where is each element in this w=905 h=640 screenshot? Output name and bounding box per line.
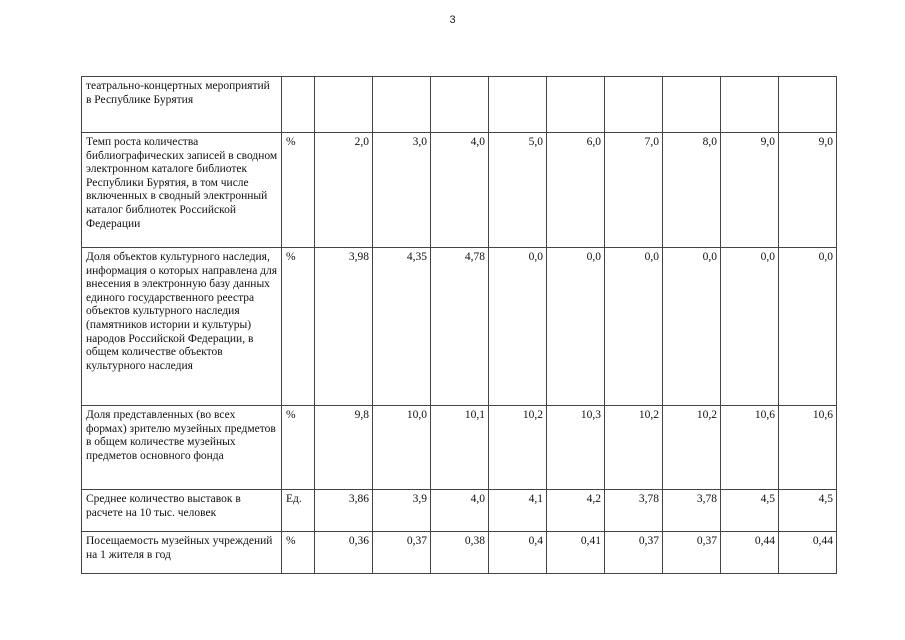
indicator-value: 4,78 [431, 248, 489, 406]
indicator-value: 0,0 [663, 248, 721, 406]
indicator-value [605, 77, 663, 133]
indicator-name: Темп роста количества библиографических записей в сводном электронном каталоге библиотек Республики Бурятия, в том числе включенных в сводный электронный каталог библиотек Российской Федерации [82, 133, 282, 248]
indicator-value: 0,4 [489, 532, 547, 574]
indicator-value: 4,35 [373, 248, 431, 406]
indicator-unit: % [282, 406, 315, 490]
indicator-value: 0,41 [547, 532, 605, 574]
indicator-value: 0,44 [721, 532, 779, 574]
indicator-value: 10,1 [431, 406, 489, 490]
table-row [82, 77, 837, 133]
indicator-value: 6,0 [547, 133, 605, 248]
indicator-value [373, 77, 431, 133]
indicator-value [315, 77, 373, 133]
indicator-value: 10,3 [547, 406, 605, 490]
indicator-value: 10,2 [663, 406, 721, 490]
indicator-value: 9,8 [315, 406, 373, 490]
table-row [82, 532, 837, 574]
indicator-value: 10,6 [721, 406, 779, 490]
indicator-name: Доля объектов культурного наследия, информация о которых направлена для внесения в электронную базу данных единого государственного реестра объектов культурного наследия (памятников истории и культуры) народов Российской Федерации, в общем количестве объектов культурного наследия [82, 248, 282, 406]
table-row [82, 490, 837, 532]
indicator-value: 0,38 [431, 532, 489, 574]
indicator-value: 2,0 [315, 133, 373, 248]
indicator-value: 10,6 [779, 406, 837, 490]
indicator-value: 9,0 [779, 133, 837, 248]
indicator-value: 3,86 [315, 490, 373, 532]
indicator-value: 7,0 [605, 133, 663, 248]
indicator-value: 0,0 [721, 248, 779, 406]
indicator-name: Среднее количество выставок в расчете на 10 тыс. человек [82, 490, 282, 532]
indicator-name: Доля представленных (во всех формах) зрителю музейных предметов в общем количестве музейных предметов основного фонда [82, 406, 282, 490]
indicator-value [431, 77, 489, 133]
indicator-unit: % [282, 133, 315, 248]
indicator-value [489, 77, 547, 133]
indicator-value: 0,0 [547, 248, 605, 406]
table-row [82, 248, 837, 406]
indicator-unit: % [282, 248, 315, 406]
indicator-value: 0,0 [489, 248, 547, 406]
indicator-value: 4,5 [721, 490, 779, 532]
indicator-value: 0,36 [315, 532, 373, 574]
indicator-value: 4,5 [779, 490, 837, 532]
indicators-table [81, 76, 837, 574]
indicator-value: 0,44 [779, 532, 837, 574]
indicator-value: 4,0 [431, 490, 489, 532]
indicator-value: 4,2 [547, 490, 605, 532]
indicator-value: 3,98 [315, 248, 373, 406]
table-row [82, 406, 837, 490]
table-row [82, 133, 837, 248]
indicator-value: 0,0 [779, 248, 837, 406]
indicator-name: Посещаемость музейных учреждений на 1 жителя в год [82, 532, 282, 574]
indicator-value: 3,0 [373, 133, 431, 248]
indicator-value: 0,37 [373, 532, 431, 574]
indicator-value: 8,0 [663, 133, 721, 248]
indicator-value: 3,9 [373, 490, 431, 532]
indicator-value: 4,0 [431, 133, 489, 248]
indicator-value: 0,0 [605, 248, 663, 406]
indicator-unit: Ед. [282, 490, 315, 532]
indicator-value [663, 77, 721, 133]
indicator-unit [282, 77, 315, 133]
indicator-value: 10,2 [605, 406, 663, 490]
indicator-value: 10,2 [489, 406, 547, 490]
page-number: 3 [449, 14, 456, 26]
indicator-value: 9,0 [721, 133, 779, 248]
indicator-value [721, 77, 779, 133]
indicator-value [547, 77, 605, 133]
indicator-name: театрально-концертных мероприятий в Республике Бурятия [82, 77, 282, 133]
indicator-value: 4,1 [489, 490, 547, 532]
indicator-value: 0,37 [605, 532, 663, 574]
indicator-value: 0,37 [663, 532, 721, 574]
indicator-value [779, 77, 837, 133]
indicator-value: 10,0 [373, 406, 431, 490]
indicator-value: 3,78 [663, 490, 721, 532]
indicator-unit: % [282, 532, 315, 574]
indicator-value: 3,78 [605, 490, 663, 532]
indicator-value: 5,0 [489, 133, 547, 248]
